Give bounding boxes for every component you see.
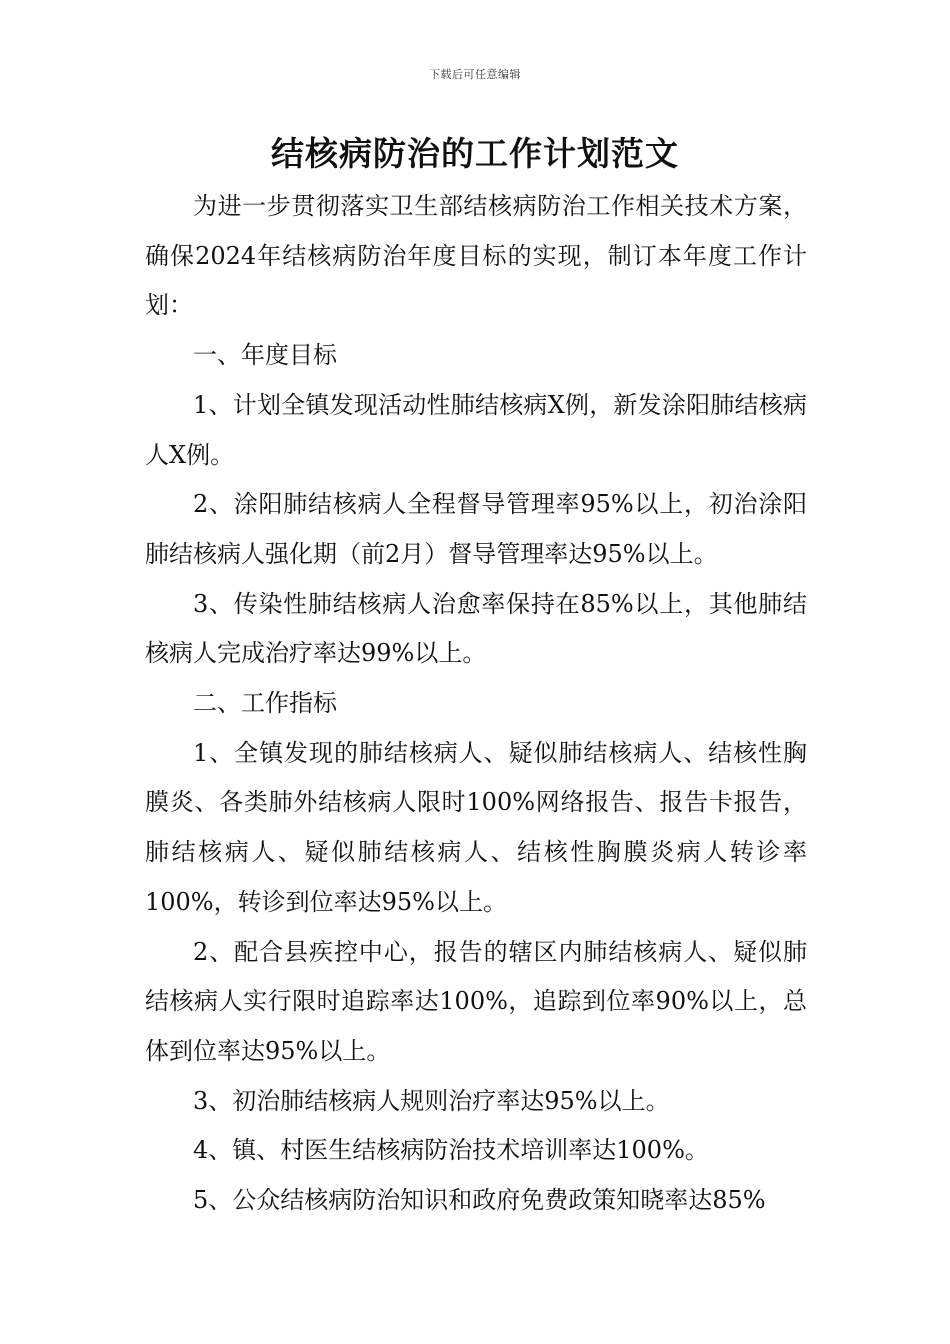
goal-item: 1、计划全镇发现活动性肺结核病X例，新发涂阳肺结核病人X例。 (145, 390, 807, 469)
indicator-item: 3、初治肺结核病人规则治疗率达95%以上。 (193, 1086, 670, 1115)
indicator-item: 2、配合县疾控中心，报告的辖区内肺结核病人、疑似肺结核病人实行限时追踪率达100%，追踪到位率90%以上，总体到位率达95%以上。 (145, 937, 807, 1065)
header-note: 下载后可任意编辑 (429, 68, 521, 81)
indicator-item: 5、公众结核病防治知识和政府免费政策知晓率达85% (193, 1186, 766, 1215)
indicator-item: 1、全镇发现的肺结核病人、疑似肺结核病人、结核性胸膜炎、各类肺外结核病人限时100%网络报告、报告卡报告，肺结核病人、疑似肺结核病人、结核性胸膜炎病人转诊率100%，转诊到位率达95%以上。 (145, 738, 807, 916)
goal-item: 2、涂阳肺结核病人全程督导管理率95%以上，初治涂阳肺结核病人强化期（前2月）督导管理率达95%以上。 (145, 490, 807, 568)
goal-item: 3、传染性肺结核病人治愈率保持在85%以上，其他肺结核病人完成治疗率达99%以上。 (145, 589, 807, 668)
intro-paragraph: 为进一步贯彻落实卫生部结核病防治工作相关技术方案，确保2024年结核病防治年度目标的实现，制订本年度工作计划： (145, 192, 807, 320)
indicator-item: 4、镇、村医生结核病防治技术培训率达100%。 (193, 1136, 709, 1165)
document-title: 结核病防治的工作计划范文 (271, 134, 679, 173)
section-heading-annual-goals: 一、年度目标 (193, 341, 337, 370)
document-body (145, 182, 807, 1226)
section-heading-work-indicators: 二、工作指标 (193, 689, 337, 718)
